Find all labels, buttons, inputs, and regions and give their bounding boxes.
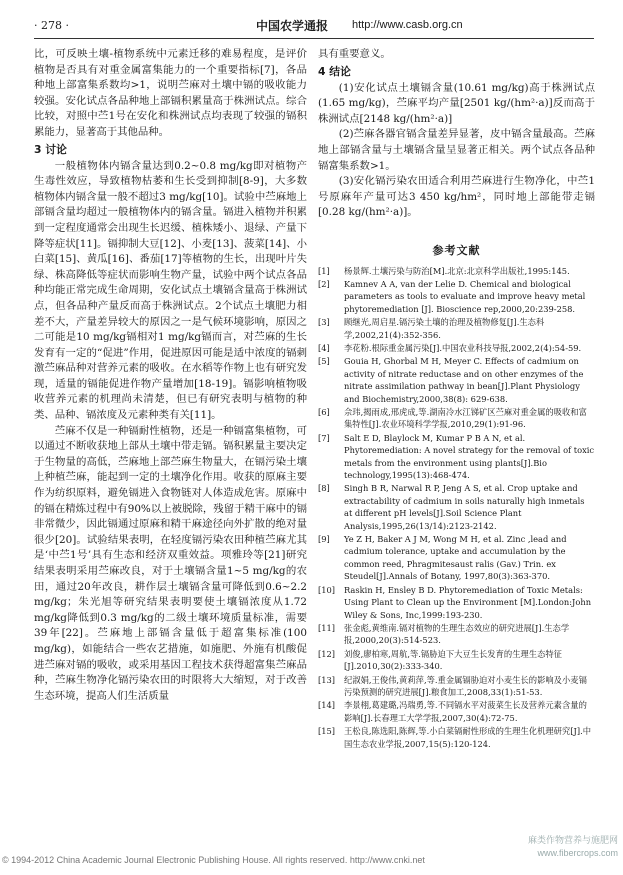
reference-number: [14] (318, 700, 336, 711)
conclusion-heading: 4 结论 (318, 64, 351, 78)
conclusion-2: (2)苎麻各器官镉含量差异显著，皮中镉含量最高。苎麻地上部镉含量与土壤镉含量呈显著正相关。两个试点各品种镉富集系数>1。 (318, 128, 595, 172)
reference-text: 杨景辉.土壤污染与防治[M].北京:北京科学出版社,1995:145. (344, 265, 570, 276)
reference-item (318, 316, 595, 341)
reference-number: [10] (318, 584, 336, 595)
reference-text: Kamnev A A, van der Lelie D. Chemical and biological parameters as tools to evaluate and improve heavy metal phytoremediation [J]. Bioscience rep,2000,20:239-258. (344, 278, 586, 314)
discussion-paragraph-2: 苎麻不仅是一种镉耐性植物，还是一种镉富集植物，可以通过不断收获地上部从土壤中带走镉。镉积累量主要决定于生物量的高低，苎麻地上部苎麻生物量大，在镉污染土壤上种植苎麻，能起到一定的土壤净化作用。收获的原麻主要作为纺织原料，避免镉进入食物链对人体造成危害。原麻中的镉在精炼过程中有90%以上被脱除，残留于精干麻中的镉非常微少，因此镉通过原麻和精干麻途径向外扩散的绝对量很少[20]。试验结果表明，在轻度镉污染农田种植苎麻尤其是‘中苎1号’具有生态和经济双重效益。项雅玲等[21]研究结果表明采用苎麻改良，对于土壤镉含量1~5 mg/kg的农田，通过20年改良，耕作层土壤镉含量可降低到0.6~2.2 mg/kg；朱光旭等研究结果表明要使土壤镉浓度从1.72 mg/kg降低到0.3 mg/kg的二级土壤环境质量标准，需要39年[22]。苎麻地上部镉含量低于超富集标准(100 mg/kg)，如能结合一些农艺措施，如施肥、外施有机酸促进苎麻对镉的吸收，或采用基因工程技术获得超富集苎麻品种，苎麻生物净化镉污染农田的时限将大大缩短，对于改善生态环境，提高人们生活质量 (34, 424, 307, 702)
discussion-heading: 3 讨论 (34, 142, 67, 156)
discussion-paragraph-1: 一般植物体内镉含量达到0.2~0.8 mg/kg即对植物产生毒性效应，导致植物枯萎和生长受到抑制[8-9]，大多数植物体内镉含量一般不超过3 mg/kg[10]。试验中苎麻地上部镉含量均超过一般植物体内的镉含量。镉进入植物并积累到一定程度通常会出现生长迟缓、植株矮小、退绿、产量下降等症状[11]。镉抑制大豆[12]、小麦[13]、菠菜[14]、小白菜[15]、黄瓜[16]、番茄[17]等植物的生长，出现叶片失绿、株高降低等症状而影响生物产量，试验中两个试点各品种均能正常完成生命周期，安化试点土壤镉含量高于株洲试点，但各品种产量反而高于株洲试点。2个试点土壤肥力相差不大，产量差异较大的原因之一是气候环境影响，原因之二可能是10 mg/kg镉相对1 mg/kg镉而言，对苎麻的生长发育有一定的“促进”作用，促进原因可能是适中浓度的镉刺激苎麻品种对营养元素的吸收。在水稻等作物上也有研究发现，适量的镉能促进作物产量增加[18-19]。镉影响植物吸收营养元素的机理尚未清楚，但已有研究表明与植物的种类、品种、镉浓度及元素种类有关[11]。 (34, 159, 307, 422)
reference-number: [9] (318, 534, 330, 545)
reference-number: [15] (318, 726, 336, 737)
right-column (318, 47, 595, 751)
reference-text: Raskin H, Ensley B D. Phytoremediation of Toxic Metals: Using Plant to Clean up the Environment [M].London:John Wiley & Sons, Inc,1999:193-230. (344, 584, 592, 620)
reference-number: [2] (318, 278, 330, 289)
reference-text: 张金彪,黄维南.镉对植物的生理生态效应的研究进展[J].生态学报,2000,20(3):514-523. (344, 622, 570, 646)
reference-number: [4] (318, 342, 330, 353)
conclusion-1: (1)安化试点土壤镉含量(10.61 mg/kg)高于株洲试点(1.65 mg/kg)，苎麻平均产量[2501 kg/(hm²·a)]反而高于株洲试点[2148 kg/(hm²·a)] (318, 81, 595, 125)
reference-text: 顾继光,周启星.镉污染土壤的治理及植物修复[J].生态科学,2002,21(4):352-356. (344, 317, 545, 340)
reference-item (318, 648, 595, 673)
copyright-footer: © 1994-2012 China Academic Journal Electronic Publishing House. All rights reserved. http://www.cnki.net (2, 855, 425, 865)
reference-item (318, 622, 595, 647)
reference-item (318, 278, 595, 315)
reference-number: [13] (318, 674, 336, 685)
reference-number: [6] (318, 407, 330, 417)
reference-number: [5] (318, 356, 330, 367)
reference-text: Salt E D, Blaylock M, Kumar P B A N, et al. Phytoremediation: A novel strategy for the removal of toxic metals from the environment using plants[J].Bio technology,1995(13):468-474. (344, 432, 595, 481)
references-title: 参考文献 (432, 243, 481, 257)
reference-text: 纪淑娟,王俊伟,黄莉萍,等.重金属镉胁迫对小麦生长的影响及小麦镉污染预测的研究进展[J].粮食加工,2008,33(1):51-53. (344, 674, 587, 697)
reference-item (318, 342, 595, 354)
reference-number: [3] (318, 317, 330, 328)
reference-number: [7] (318, 432, 330, 443)
journal-url[interactable]: http://www.casb.org.cn (352, 19, 463, 31)
journal-name: 中国农学通报 (256, 19, 329, 33)
reference-number: [11] (318, 622, 336, 633)
reference-text: 王松良,陈选阳,陈辉,等.小白菜镉耐性形成的生理生化机理研究[J].中国生态农业学报,2007,15(5):120-124. (344, 726, 592, 749)
reference-text: 李景栩,葛建璐,冯瑞勇,等.不同镉水平对菠菜生长及营养元素含量的影响[J].长春理工大学学报,2007,30(4):72-75. (344, 700, 587, 723)
intro-paragraph: 比，可反映土壤-植物系统中元素迁移的难易程度，是评价植物是否具有对重金属富集能力的一个重要指标[7]，各品种地上部富集系数均>1，说明苎麻对土壤中镉的吸收能力较强。安化试点各品种地上部镉积累量高于株洲试点。综合比较，对照中苎1号在安化和株洲试点均表现了较强的镉积累能力，显著高于其他品种。 (34, 48, 307, 138)
watermark-url: www.fibercrops.com (537, 848, 618, 858)
reference-item (318, 584, 595, 621)
reference-list (318, 265, 595, 750)
reference-item (318, 482, 595, 532)
reference-item (318, 533, 595, 583)
reference-item (318, 699, 595, 724)
page-number: · 278 · (34, 19, 69, 32)
reference-text: 李花粉.根际重金属污染[J].中国农业科技导报,2002,2(4):54-59. (344, 342, 582, 353)
conclusion-3: (3)安化镉污染农田适合利用苎麻进行生物净化，中苎1号原麻年产量可达3 450 kg/hm²，同时地上部能带走镉[0.28 kg/(hm²·a)]。 (318, 175, 595, 219)
reference-number: [8] (318, 483, 330, 494)
continuation-text: 具有重要意义。 (318, 48, 391, 60)
reference-text: 刘俊,廖柏寒,周航,等.镉胁迫下大豆生长发育的生理生态特征[J].2010,30(2):333-340. (344, 648, 562, 672)
reference-item (318, 725, 595, 750)
reference-item (318, 355, 595, 405)
reference-item (318, 265, 595, 277)
site-watermark (498, 834, 618, 860)
reference-number: [1] (318, 265, 330, 276)
reference-item (318, 406, 595, 431)
reference-item (318, 674, 595, 699)
left-column (34, 47, 307, 704)
reference-text: Ye Z H, Baker A J M, Wong M H, et al. Zinc ,lead and cadmium tolerance, uptake and accumulation by the common reed, Phragmitesaust ralis (Gav.) Trin. ex Steudel[J].Annals of Botany, 1997,80(3):363-370. (344, 534, 567, 582)
reference-text: 佘玮,揭雨成,邢虎成,等.湖南冷水江锑矿区苎麻对重金属的吸收和富集特性[J].农业环境科学学报,2010,29(1):91-96. (344, 407, 587, 430)
reference-number: [12] (318, 648, 336, 659)
page-header (34, 16, 594, 39)
reference-text: Singh B R, Narwal R P, Jeng A S, et al. Crop uptake and extractability of cadmium in soils naturally high inmetals at different pH levels[J].Soil Science Plant Analysis,1995,26(13/14):2123-2142. (344, 483, 585, 531)
reference-item (318, 432, 595, 482)
reference-text: Gouia H, Ghorbal M H, Meyer C. Effects of cadmium on activity of nitrate reductase and on other enzymes of the nitrate assimilation pathway in bean[J].Plant Physiology and Biochemistry,2000,38(8): 629-638. (344, 356, 584, 404)
watermark-title: 麻类作物营养与施肥网 (527, 835, 618, 845)
